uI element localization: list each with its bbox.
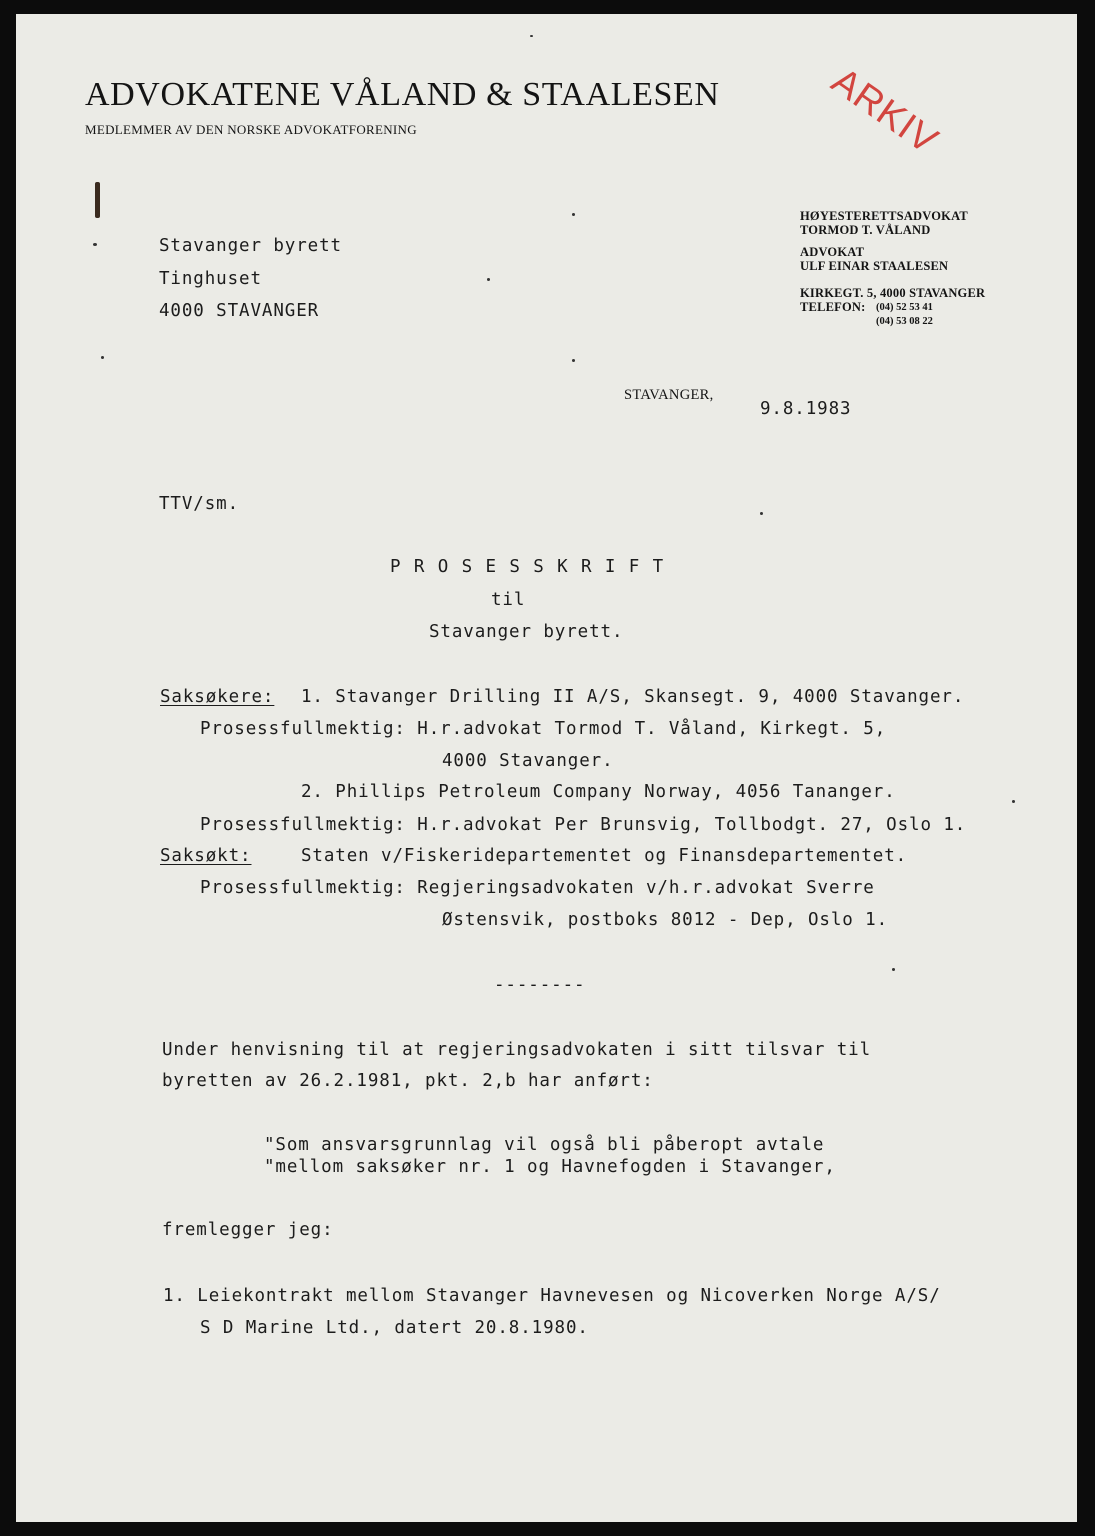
counsel-1-line-a: Prosessfullmektig: H.r.advokat Tormod T. Våland, Kirkegt. 5,: [200, 719, 887, 739]
defendant-label: Saksøkt:: [160, 846, 252, 866]
reference: TTV/sm.: [159, 494, 240, 514]
counsel-1-line-b: 4000 Stavanger.: [442, 751, 614, 771]
speck: [572, 213, 575, 216]
quote-line-1: "Som ansvarsgrunnlag vil også bli påberopt avtale: [264, 1135, 825, 1155]
body-line-1: Under henvisning til at regjeringsadvokaten i sitt tilsvar til: [162, 1040, 872, 1060]
lawyer-title-2: ADVOKAT: [800, 245, 865, 259]
phone-number-2: (04) 53 08 22: [876, 316, 933, 327]
plaintiff-2: 2. Phillips Petroleum Company Norway, 4056 Tananger.: [301, 782, 896, 802]
item-1-line-a: 1. Leiekontrakt mellom Stavanger Havnevesen og Nicoverken Norge A/S/: [163, 1286, 941, 1306]
speck: [572, 359, 575, 362]
plaintiff-1: 1. Stavanger Drilling II A/S, Skansegt. 9, 4000 Stavanger.: [301, 687, 965, 707]
firm-name: ADVOKATENE VÅLAND & STAALESEN: [85, 76, 720, 113]
firm-address: [800, 286, 985, 300]
date: 9.8.1983: [760, 399, 852, 419]
heading-court: Stavanger byrett.: [429, 622, 624, 642]
speck: [530, 35, 533, 37]
phone-label: TELEFON:: [800, 300, 866, 314]
binding-mark: [95, 182, 100, 218]
counsel-3-line-a: Prosessfullmektig: Regjeringsadvokaten v/h.r.advokat Sverre: [200, 878, 875, 898]
recipient-line-2: Tinghuset: [159, 269, 262, 289]
lawyer-title-1: HØYESTERETTSADVOKAT: [800, 209, 968, 223]
address-rest: 5, 4000 STAVANGER: [866, 286, 986, 300]
defendant: Staten v/Fiskeridepartementet og Finansdepartementet.: [301, 846, 908, 866]
lawyer-name-1: TORMOD T. VÅLAND: [800, 223, 931, 237]
speck: [487, 278, 490, 281]
speck: [93, 243, 97, 246]
body-line-2: byretten av 26.2.1981, pkt. 2,b har anført:: [162, 1071, 654, 1091]
speck: [101, 356, 104, 359]
counsel-3-line-b: Østensvik, postboks 8012 - Dep, Oslo 1.: [442, 910, 888, 930]
speck: [892, 968, 895, 971]
recipient-line-1: Stavanger byrett: [159, 236, 342, 256]
quote-line-2: "mellom saksøker nr. 1 og Havnefogden i Stavanger,: [264, 1157, 836, 1177]
separator: --------: [494, 975, 586, 995]
recipient-line-3: 4000 STAVANGER: [159, 301, 320, 321]
counsel-2: Prosessfullmektig: H.r.advokat Per Brunsvig, Tollbodgt. 27, Oslo 1.: [200, 815, 967, 835]
speck: [1012, 800, 1015, 803]
firm-subtitle: MEDLEMMER AV DEN NORSKE ADVOKATFORENING: [85, 122, 417, 137]
lawyer-name-2: ULF EINAR STAALESEN: [800, 259, 949, 273]
heading-til: til: [491, 590, 526, 610]
plaintiffs-label: Saksøkere:: [160, 687, 275, 707]
place: STAVANGER,: [624, 387, 714, 403]
submit-line: fremlegger jeg:: [162, 1220, 334, 1240]
phone-number-1: (04) 52 53 41: [876, 302, 933, 313]
address-label: KIRKEGT.: [800, 286, 864, 300]
item-1-line-b: S D Marine Ltd., datert 20.8.1980.: [200, 1318, 589, 1338]
speck: [760, 512, 763, 515]
archive-stamp: ARKIV: [823, 60, 946, 163]
document-title: P R O S E S S K R I F T: [390, 557, 665, 577]
